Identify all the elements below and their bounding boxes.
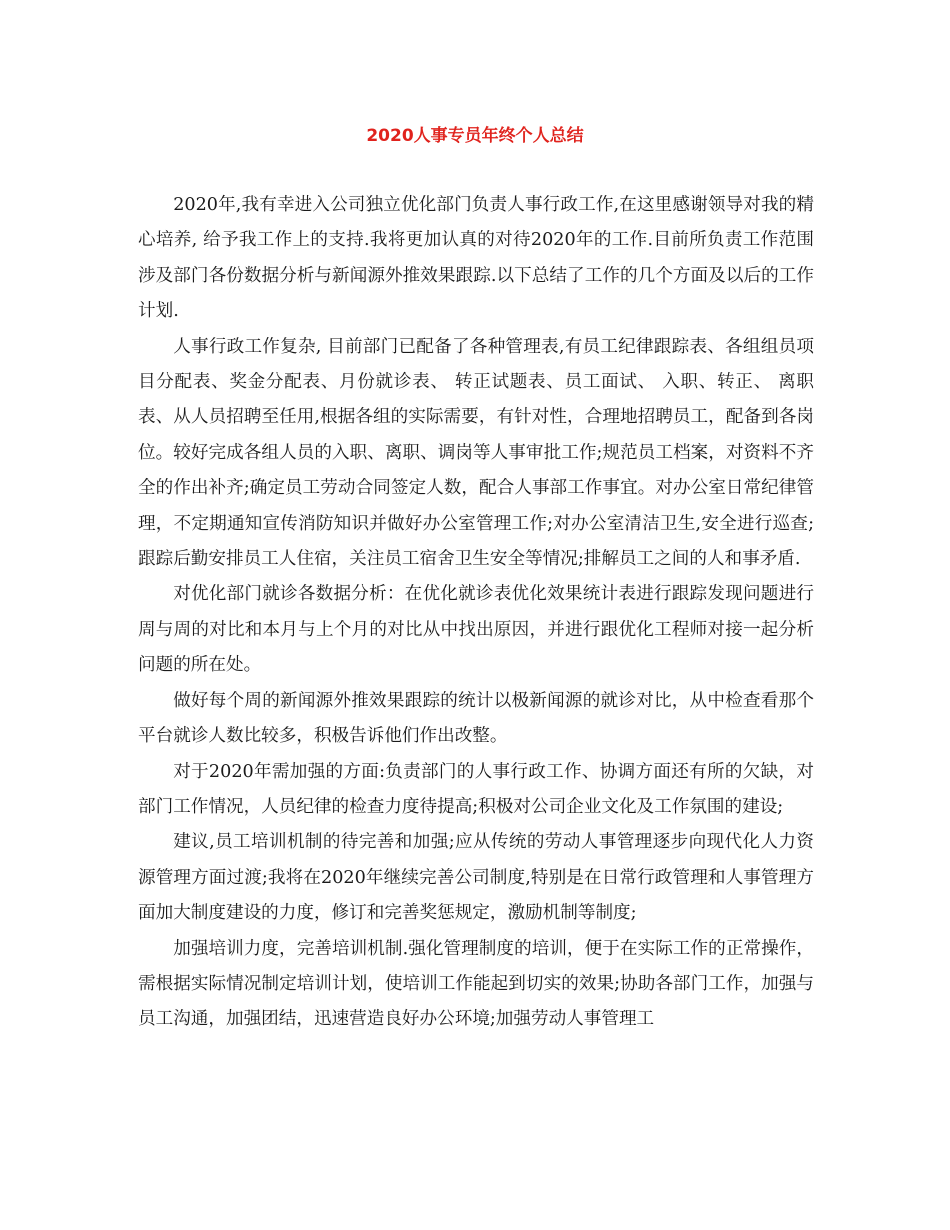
paragraph: 对优化部门就诊各数据分析：在优化就诊表优化效果统计表进行跟踪发现问题进行周与周的对比和本月与上个月的对比从中找出原因，并进行跟优化工程师对接一起分析问题的所在处。	[138, 584, 814, 676]
paragraph: 建议,员工培训机制的待完善和加强;应从传统的劳动人事管理逐步向现代化人力资源管理方面过渡;我将在2020年继续完善公司制度,特别是在日常行政管理和人事管理方面加大制度建设的力度，修订和完善奖惩规定，激励机制等制度;	[138, 832, 814, 924]
paragraph: 做好每个周的新闻源外推效果跟踪的统计以极新闻源的就诊对比，从中检查看那个平台就诊人数比较多，积极告诉他们作出改整。	[138, 690, 814, 747]
paragraph: 对于2020年需加强的方面:负责部门的人事行政工作、协调方面还有所的欠缺，对部门工作情况，人员纪律的检查力度待提高;积极对公司企业文化及工作氛围的建设;	[138, 761, 814, 817]
document-body	[138, 188, 814, 1038]
document-title: 2020人事专员年终个人总结	[366, 126, 584, 146]
paragraph: 人事行政工作复杂, 目前部门已配备了各种管理表,有员工纪律跟踪表、各组组员项目分配表、奖金分配表、月份就诊表、 转正试题表、员工面试、 入职、转正、 离职表、从人员招聘至任用,根据各组的实际需要，有针对性，合理地招聘员工，配备到各岗位。较好完成各组人员的入职、离职、调岗等人事审批工作;规范员工档案，对资料不齐全的作出补齐;确定员工劳动合同签定人数，配合人事部工作事宜。对办公室日常纪律管理，不定期通知宣传消防知识并做好办公室管理工作;对办公室清洁卫生,安全进行巡查;跟踪后勤安排员工人住宿，关注员工宿舍卫生安全等情况;排解员工之间的人和事矛盾.	[138, 336, 814, 570]
paragraph: 加强培训力度，完善培训机制.强化管理制度的培训，便于在实际工作的正常操作，需根据实际情况制定培训计划，使培训工作能起到切实的效果;协助各部门工作，加强与员工沟通，加强团结，迅速营造良好办公环境;加强劳动人事管理工	[138, 938, 814, 1030]
paragraph: 2020年,我有幸进入公司独立优化部门负责人事行政工作,在这里感谢领导对我的精心培养, 给予我工作上的支持.我将更加认真的对待2020年的工作.目前所负责工作范围涉及部门各份数据分析与新闻源外推效果跟踪.以下总结了工作的几个方面及以后的工作计划.	[138, 195, 814, 322]
